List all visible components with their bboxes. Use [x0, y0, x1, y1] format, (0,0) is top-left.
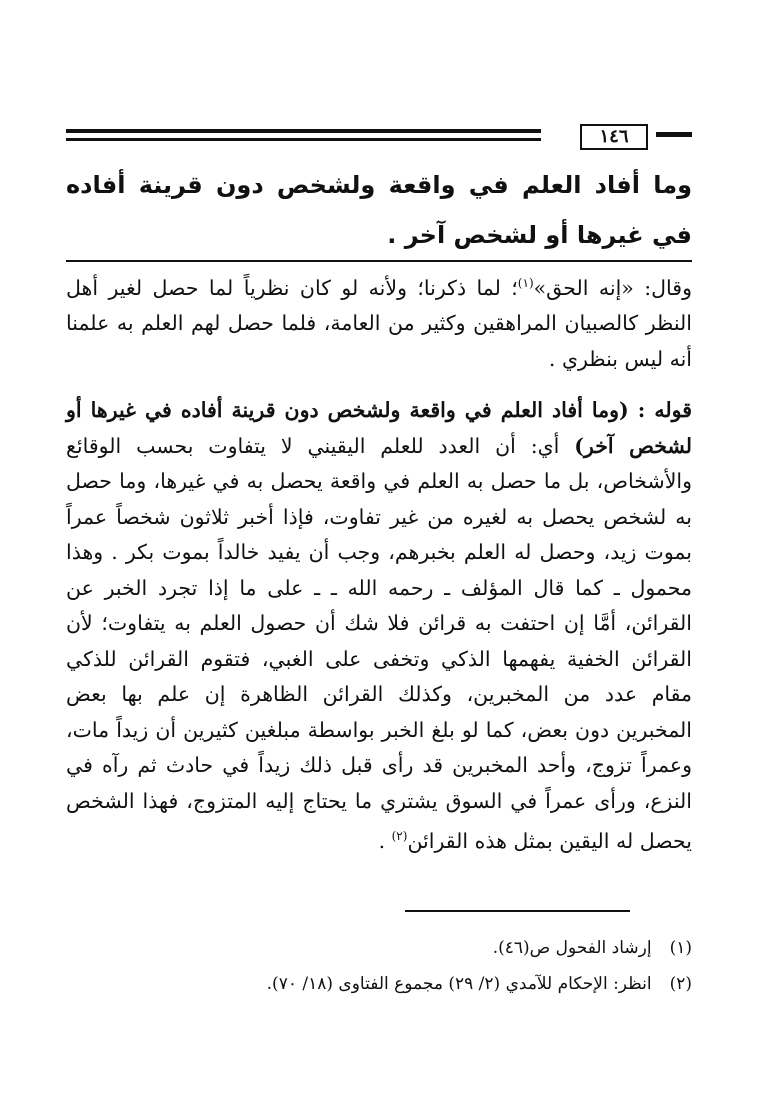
header-rule-top: [66, 129, 541, 133]
footnote-1: [66, 930, 692, 966]
paragraph-1-text-a: وقال: «إنه الحق»: [533, 275, 692, 300]
header-rule-bottom: [66, 138, 541, 141]
paragraph-2: [66, 393, 692, 859]
matn-heading: وما أفاد العلم في واقعة ولشخص دون قرينة أفاده في غيرها أو لشخص آخر .: [66, 171, 692, 249]
footnote-ref-1[interactable]: (١): [517, 276, 534, 290]
footnote-1-text: إرشاد الفحول ص(٤٦).: [492, 938, 652, 958]
paragraph-2-lead: قوله : (وما أفاد العلم في واقعة ولشخص دون قرينة أفاده في غيرها أو لشخص آخر): [66, 398, 692, 458]
footnotes: [66, 930, 692, 1002]
footnote-2: [66, 966, 692, 1002]
footnote-1-number: (١): [669, 938, 692, 958]
paragraph-1-text-b: ؛ لما ذكرنا؛ ولأنه لو كان نظرياً لما حصل لغير أهل النظر كالصبيان المراهقين وكثير من العامة، فلما حصل لهم العلم به علمنا أنه ليس بنظري .: [66, 275, 692, 371]
matn-separator: [66, 260, 692, 262]
footnote-separator: [405, 910, 630, 912]
page-number: ١٤٦: [580, 124, 648, 150]
paragraph-2-text-b: .: [378, 828, 392, 853]
footnote-2-number: (٢): [669, 974, 692, 994]
paragraph-1: [66, 266, 692, 377]
header-rule-right: [656, 132, 692, 137]
page-header: [66, 124, 692, 148]
footnote-ref-2[interactable]: (٢): [391, 829, 408, 843]
paragraph-2-text-a: أي: أن العدد للعلم اليقيني لا يتفاوت بحسب الوقائع والأشخاص، بل ما حصل به العلم في واقعة يحصل به في غيرها، وما حصل به لشخص يحصل به لغيره من غير تفاوت، فإذا أخبر ثلاثون شخصاً عمراً بموت زيد، وحصل له العلم بخبرهم، وجب أن يفيد خالداً بموت بكر . وهذا محمول ـ كما قال المؤلف ـ رحمه الله ـ ـ على ما إذا تجرد الخبر عن القرائن، أمَّا إن احتفت به قرائن فلا شك أن حصول العلم به يتفاوت؛ لأن القرائن الخفية يفهمها الذكي وتخفى على الغبي، فتقوم القرائن للذكي مقام عدد من المخبرين، وكذلك القرائن الظاهرة إن علم بها بعض المخبرين دون بعض، كما لو بلغ الخبر بواسطة مبلغين كثيرين أن زيداً مات، وعمراً تزوج، وأحد المخبرين قد رأى قبل ذلك زيداً في حادث ثم رآه في النزع، ورأى عمراً في السوق يشتري ما يحتاج إليه المتزوج، فهذا الشخص يحصل له اليقين بمثل هذه القرائن: [66, 433, 692, 853]
footnote-2-text: انظر: الإحكام للآمدي (٢/ ٢٩) مجموع الفتاوى (١٨/ ٧٠).: [266, 974, 652, 994]
